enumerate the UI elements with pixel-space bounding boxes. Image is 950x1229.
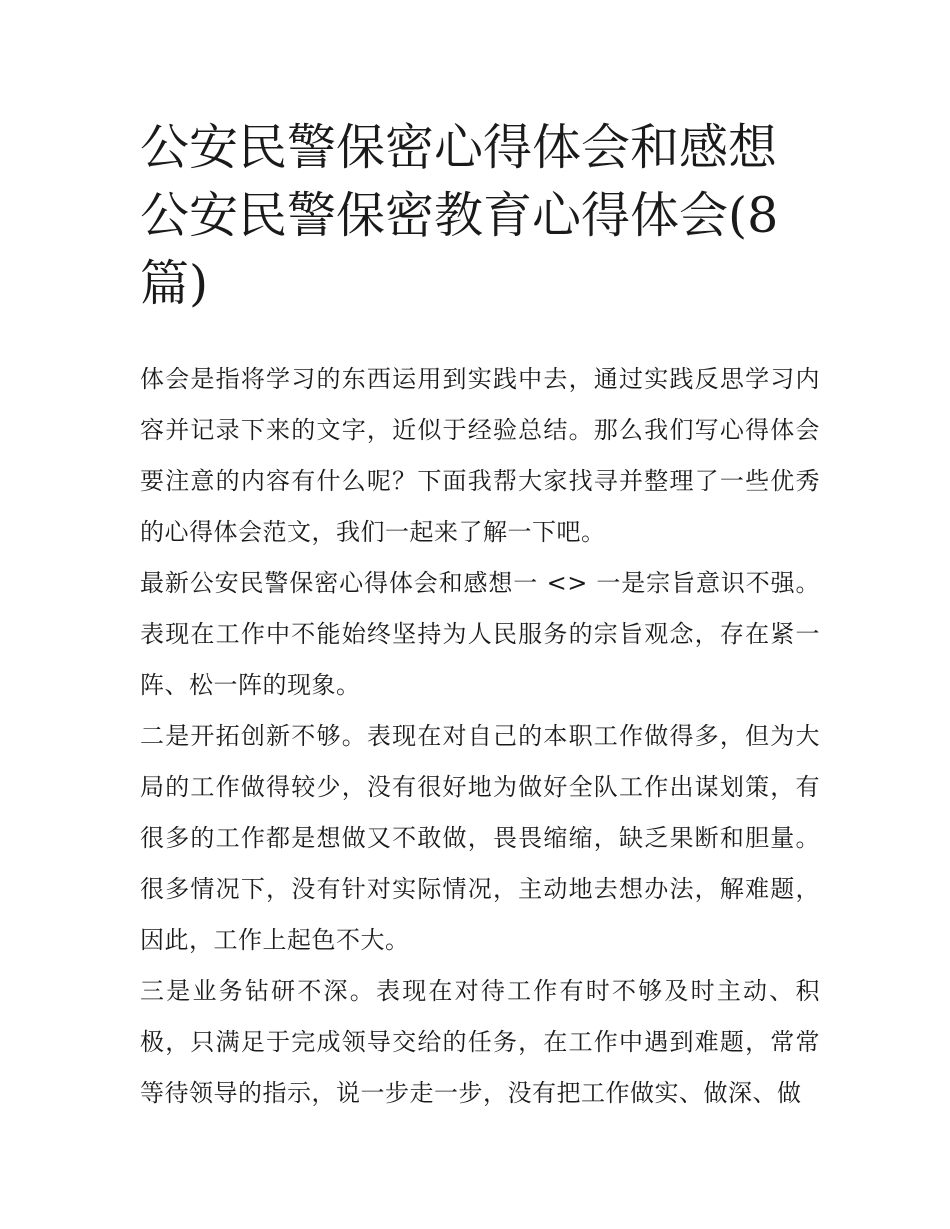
document-body xyxy=(140,354,820,1119)
paragraph-3: 三是业务钻研不深。表现在对待工作有时不够及时主动、积极，只满足于完成领导交给的任务，在工作中遇到难题，常常等待领导的指示，说一步走一步，没有把工作做实、做深、做 xyxy=(140,977,820,1107)
intro-paragraph: 体会是指将学习的东西运用到实践中去，通过实践反思学习内容并记录下来的文字，近似于经验总结。那么我们写心得体会要注意的内容有什么呢？下面我帮大家找寻并整理了一些优秀的心得体会范文，我们一起来了解一下吧。 xyxy=(140,365,820,546)
paragraph-2: 二是开拓创新不够。表现在对自己的本职工作做得多，但为大局的工作做得较少，没有很好地为做好全队工作出谋划策，有很多的工作都是想做又不敢做，畏畏缩缩，缺乏果断和胆量。很多情况下，没有针对实际情况，主动地去想办法，解难题，因此，工作上起色不大。 xyxy=(140,722,820,954)
document-title: 公安民警保密心得体会和感想公安民警保密教育心得体会(8篇) xyxy=(140,119,779,312)
paragraph-1: 最新公安民警保密心得体会和感想一 <> 一是宗旨意识不强。表现在工作中不能始终坚持为人民服务的宗旨观念，存在紧一阵、松一阵的现象。 xyxy=(140,569,820,699)
